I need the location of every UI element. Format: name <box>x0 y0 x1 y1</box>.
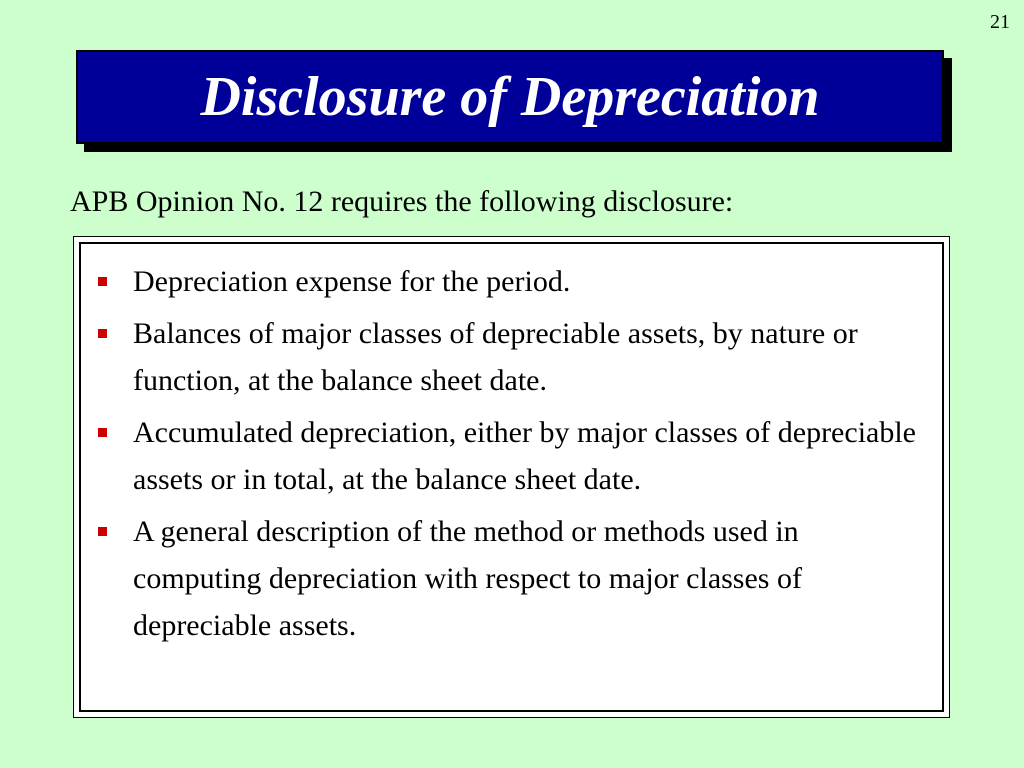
slide-subtitle: APB Opinion No. 12 requires the following disclosure: <box>70 185 734 218</box>
bullet-text: Accumulated depreciation, either by major classes of depreciable assets or in total, at the balance sheet date. <box>133 416 916 496</box>
bullet-text: Balances of major classes of depreciable assets, by nature or function, at the balance sheet date. <box>133 317 858 397</box>
title-box <box>76 50 944 144</box>
bullet-list <box>95 258 932 654</box>
slide-title: Disclosure of Depreciation <box>200 66 820 128</box>
bullet-box-inner-border <box>79 242 944 712</box>
bullet-item <box>95 258 932 305</box>
bullet-item <box>95 310 932 404</box>
bullet-box <box>73 236 950 718</box>
bullet-item <box>95 409 932 503</box>
bullet-item <box>95 508 932 649</box>
slide-number: 21 <box>990 11 1010 33</box>
bullet-text: A general description of the method or methods used in computing depreciation with respect to major classes of depreciable assets. <box>133 515 802 642</box>
bullet-text: Depreciation expense for the period. <box>133 265 571 298</box>
square-bullet-icon <box>98 527 107 536</box>
square-bullet-icon <box>98 277 107 286</box>
square-bullet-icon <box>98 329 107 338</box>
square-bullet-icon <box>98 428 107 437</box>
